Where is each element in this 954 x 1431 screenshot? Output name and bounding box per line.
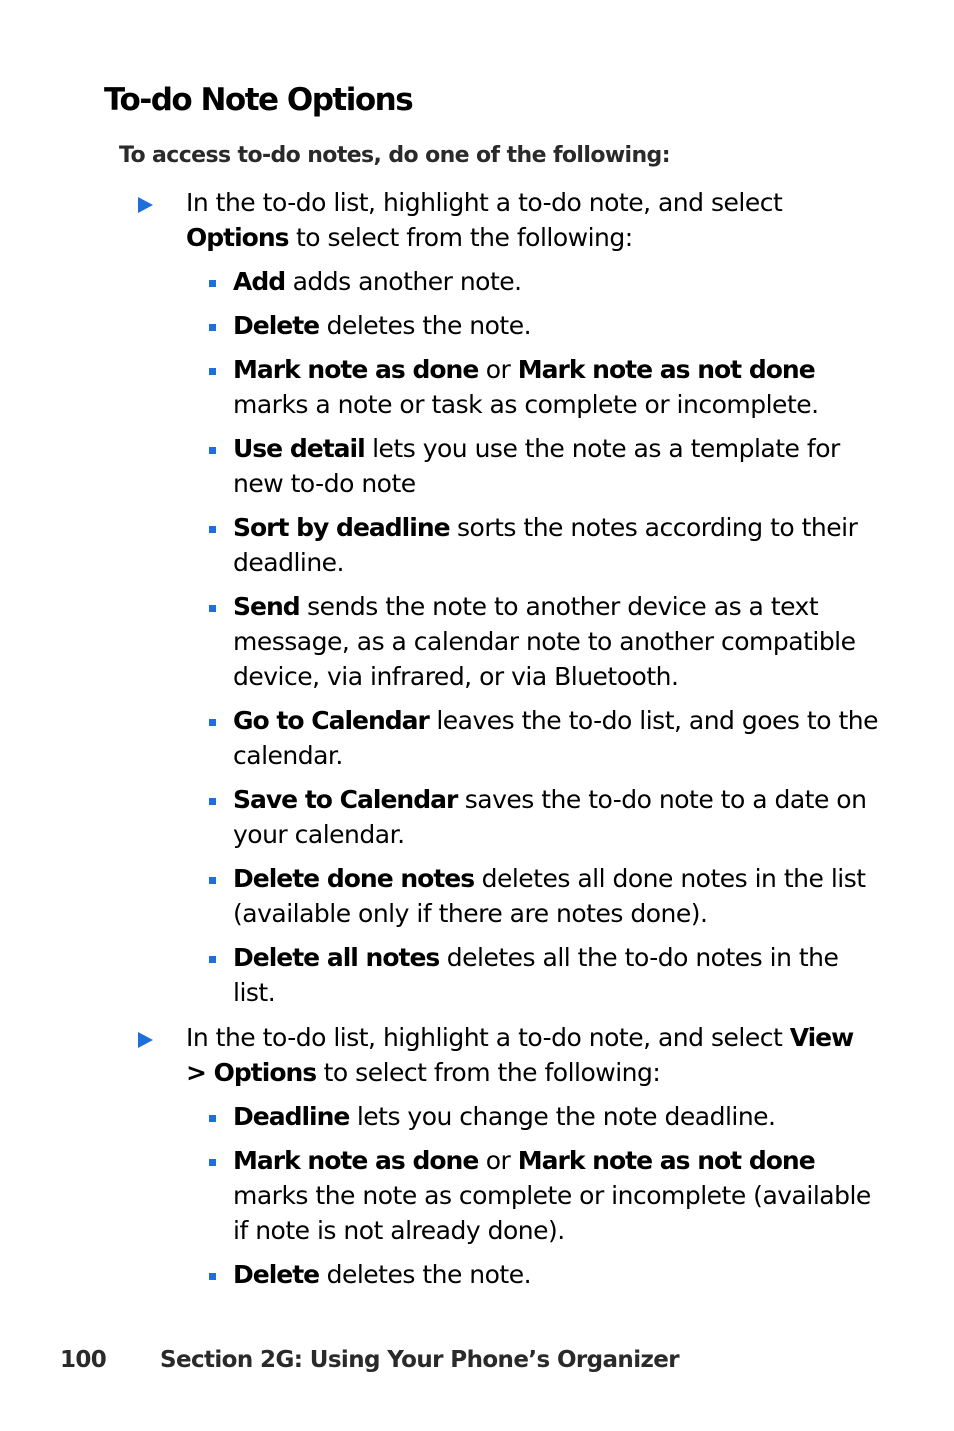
option-term: Send bbox=[233, 592, 300, 621]
option-description: deletes all done notes in the list (available only if there are notes done). bbox=[233, 864, 866, 928]
square-bullet-icon bbox=[209, 526, 216, 533]
option-item bbox=[186, 940, 878, 1010]
step-text-before: In the to-do list, highlight a to-do note, and select bbox=[186, 188, 783, 217]
option-list bbox=[186, 264, 878, 1010]
option-term: Go to Calendar bbox=[233, 706, 429, 735]
option-description: lets you use the note as a template for new to-do note bbox=[233, 434, 840, 498]
option-description: saves the to-do note to a date on your calendar. bbox=[233, 785, 867, 849]
square-bullet-icon bbox=[209, 719, 216, 726]
square-bullet-icon bbox=[209, 280, 216, 287]
square-bullet-icon bbox=[209, 1159, 216, 1166]
square-bullet-icon bbox=[209, 1273, 216, 1280]
option-item bbox=[186, 510, 878, 580]
option-term: Delete done notes bbox=[233, 864, 475, 893]
option-item bbox=[186, 782, 878, 852]
square-bullet-icon bbox=[209, 956, 216, 963]
option-term: Sort by deadline bbox=[233, 513, 450, 542]
option-item bbox=[186, 431, 878, 501]
step-menu-path: View > Options bbox=[186, 1023, 854, 1087]
square-bullet-icon bbox=[209, 798, 216, 805]
option-term: Save to Calendar bbox=[233, 785, 458, 814]
option-item bbox=[186, 352, 878, 422]
section-title: Section 2G: Using Your Phone’s Organizer bbox=[160, 1347, 680, 1373]
step-instruction bbox=[186, 185, 878, 255]
option-item bbox=[186, 264, 878, 299]
option-description: adds another note. bbox=[285, 267, 522, 296]
option-item bbox=[186, 308, 878, 343]
option-connector: or bbox=[478, 355, 518, 384]
square-bullet-icon bbox=[209, 877, 216, 884]
option-list bbox=[186, 1099, 878, 1292]
square-bullet-icon bbox=[209, 605, 216, 612]
square-bullet-icon bbox=[209, 368, 216, 375]
step-item bbox=[138, 1020, 878, 1292]
option-term: Use detail bbox=[233, 434, 365, 463]
step-text-before: In the to-do list, highlight a to-do note, and select bbox=[186, 1023, 790, 1052]
option-description: lets you change the note deadline. bbox=[349, 1102, 776, 1131]
option-term: Mark note as done bbox=[233, 1146, 479, 1175]
option-term: Add bbox=[233, 267, 286, 296]
option-item bbox=[186, 861, 878, 931]
step-text-after: to select from the following: bbox=[288, 223, 633, 252]
option-term: Delete all notes bbox=[233, 943, 440, 972]
step-menu-path: Options bbox=[186, 223, 289, 252]
option-term: Deadline bbox=[233, 1102, 350, 1131]
option-description: sorts the notes according to their deadline. bbox=[233, 513, 858, 577]
step-list bbox=[138, 185, 878, 1302]
option-item bbox=[186, 1143, 878, 1248]
option-term: Delete bbox=[233, 1260, 320, 1289]
page-footer bbox=[60, 1344, 679, 1376]
square-bullet-icon bbox=[209, 1115, 216, 1122]
square-bullet-icon bbox=[209, 324, 216, 331]
option-item bbox=[186, 1257, 878, 1292]
step-instruction bbox=[186, 1020, 878, 1090]
option-description: deletes the note. bbox=[319, 311, 532, 340]
step-item bbox=[138, 185, 878, 1010]
intro-text: To access to-do notes, do one of the following: bbox=[119, 143, 670, 168]
page-number: 100 bbox=[60, 1347, 107, 1373]
option-term-alt: Mark note as not done bbox=[517, 1146, 815, 1175]
arrow-bullet-icon bbox=[138, 1032, 153, 1048]
option-item bbox=[186, 1099, 878, 1134]
option-description: deletes all the to-do notes in the list. bbox=[233, 943, 839, 1007]
option-description: deletes the note. bbox=[319, 1260, 532, 1289]
option-description: leaves the to-do list, and goes to the calendar. bbox=[233, 706, 878, 770]
arrow-bullet-icon bbox=[138, 197, 153, 213]
option-description: marks the note as complete or incomplete (available if note is not already done). bbox=[233, 1181, 871, 1245]
square-bullet-icon bbox=[209, 447, 216, 454]
option-term-alt: Mark note as not done bbox=[517, 355, 815, 384]
option-description: marks a note or task as complete or incomplete. bbox=[233, 390, 819, 419]
option-description: sends the note to another device as a text message, as a calendar note to another compatible device, via infrared, or via Bluetooth. bbox=[233, 592, 856, 691]
page-title: To-do Note Options bbox=[104, 82, 413, 118]
option-term: Delete bbox=[233, 311, 320, 340]
option-term: Mark note as done bbox=[233, 355, 479, 384]
option-item bbox=[186, 589, 878, 694]
option-connector: or bbox=[478, 1146, 518, 1175]
step-text-after: to select from the following: bbox=[316, 1058, 661, 1087]
option-item bbox=[186, 703, 878, 773]
